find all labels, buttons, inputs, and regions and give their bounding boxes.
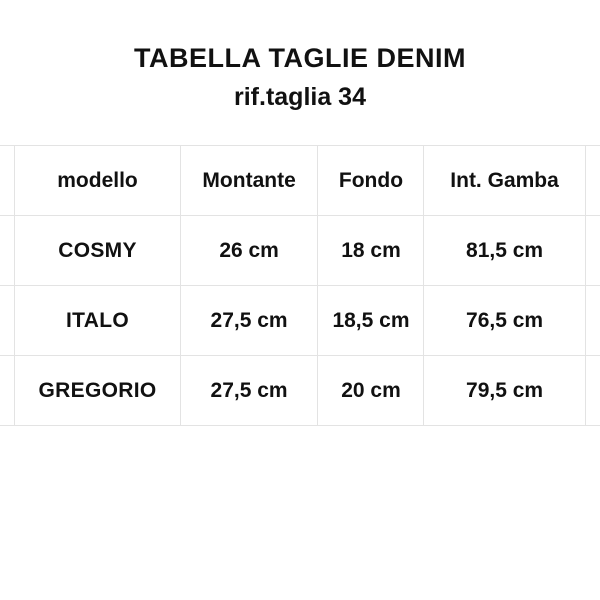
cell-montante: 27,5 cm: [180, 356, 318, 426]
cell-fondo: 18,5 cm: [318, 286, 424, 356]
cell-int-gamba: 79,5 cm: [424, 356, 585, 426]
cell-fondo: 20 cm: [318, 356, 424, 426]
header-cell-montante: Montante: [180, 146, 318, 216]
cell-int-gamba: 76,5 cm: [424, 286, 585, 356]
row-spacer-right: [585, 356, 600, 426]
table-header-row: [0, 146, 600, 216]
table-row: [0, 216, 600, 286]
row-spacer-left: [0, 356, 15, 426]
header-cell-int-gamba: Int. Gamba: [424, 146, 585, 216]
size-table-container: [0, 145, 600, 426]
header-cell-modello: modello: [15, 146, 180, 216]
page-subtitle: rif.taglia 34: [234, 82, 366, 111]
header-cell-spacer-left: [0, 146, 15, 216]
table-row: [0, 286, 600, 356]
header-cell-fondo: Fondo: [318, 146, 424, 216]
table-row: [0, 356, 600, 426]
cell-montante: 26 cm: [180, 216, 318, 286]
header-cell-spacer-right: [585, 146, 600, 216]
row-spacer-right: [585, 216, 600, 286]
cell-fondo: 18 cm: [318, 216, 424, 286]
row-spacer-left: [0, 286, 15, 356]
titles-block: [0, 0, 600, 111]
size-table: [0, 145, 600, 426]
row-spacer-right: [585, 286, 600, 356]
cell-modello: COSMY: [15, 216, 180, 286]
cell-montante: 27,5 cm: [180, 286, 318, 356]
cell-modello: ITALO: [15, 286, 180, 356]
row-spacer-left: [0, 216, 15, 286]
cell-modello: GREGORIO: [15, 356, 180, 426]
cell-int-gamba: 81,5 cm: [424, 216, 585, 286]
page-title: TABELLA TAGLIE DENIM: [134, 43, 466, 73]
